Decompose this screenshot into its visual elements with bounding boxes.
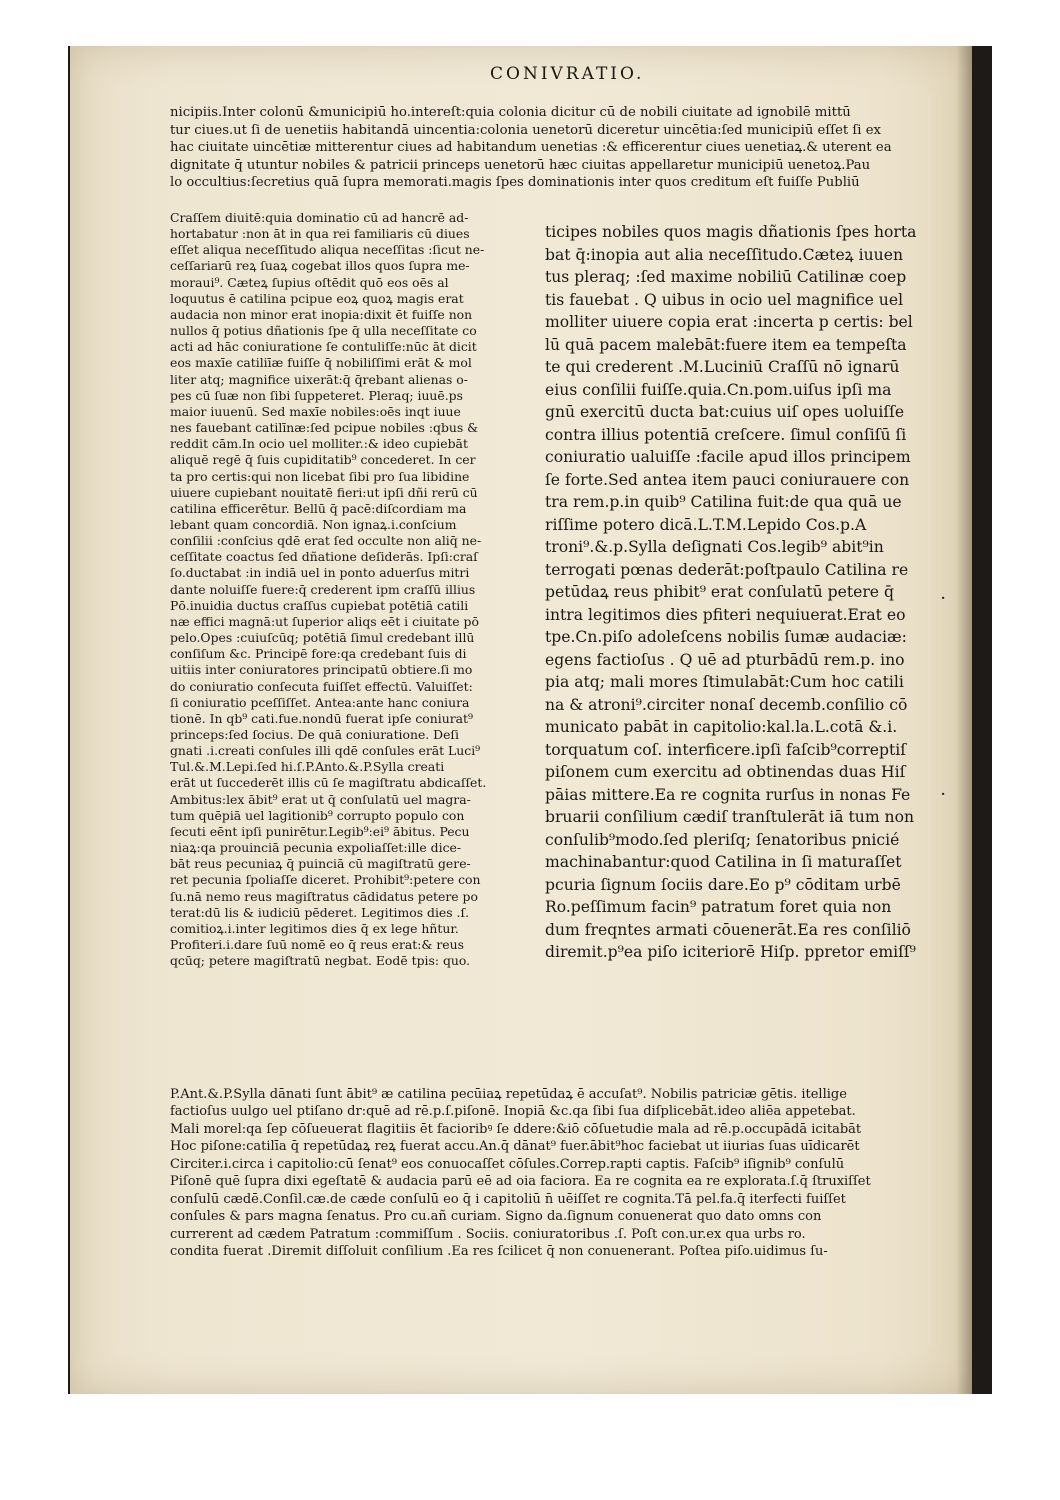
text-line: niaꝝ:qa prouinciā pecunia expoliaſſet:ille dice- — [170, 840, 462, 856]
text-line: contra illius potentiā creſcere. ſimul conſiſū ſi — [545, 425, 907, 444]
text-line: tus pleraq; :ſed maxime nobiliū Catilinæ coep — [545, 268, 907, 286]
text-line: pelo.Opes :cuiuſcūq; potētiā ſimul credebant illū — [170, 630, 475, 646]
text-line: conſulib⁹modo.ſed pleriſq; ſenatoribus pnicié — [545, 830, 900, 849]
text-line: ticipes nobiles quos magis dñationis ſpes horta — [545, 223, 917, 241]
text-line: ret pecunia ſpoliaſſe diceret. Prohibit⁹:petere con — [170, 872, 481, 888]
text-line: comitioꝝ.i.inter legitimos dies q̄ ex lege hñtur. — [170, 920, 459, 936]
text-line: Ambitus:lex ābit⁹ erat ut q̄ conſulatū uel magra- — [170, 791, 471, 807]
text-line: coniuratio ualuiſſe :facile apud illos principem — [545, 448, 911, 466]
text-line: ceſſariarū reꝝ ſuaꝝ cogebat illos quos ſupra me- — [170, 258, 470, 274]
text-line: municato pabāt in capitolio:kal.la.L.cotā &.i. — [545, 718, 898, 736]
text-line: bāt reus pecuniaꝝ q̄ puinciā cū magiſtratū gere- — [170, 856, 471, 872]
text-line: te qui crederent .M.Luciniū Craſſū nō ignarū — [545, 358, 900, 376]
text-line: machinabantur:quod Catilina in ſi maturaſſet — [545, 853, 902, 871]
text-line: ſe forte.Sed antea item pauci coniurauere con — [545, 470, 910, 489]
margin-mark: · — [940, 588, 946, 609]
text-line: nicipiis.Inter colonū &municipiū ho.intereſt:quia colonia dicitur cū de nobili ciuitate ad ignobilē mittū — [170, 105, 851, 120]
text-line: factioſus uulgo uel ptiſano dr:quē ad rē.p.ſ.piſonē. Inopiā &c.qa ſibi ſua diſplicebāt.ideo aliēa appetebat. — [170, 1104, 856, 1120]
text-line: pes cū ſuæ non ſibi ſuppeteret. Pleraq; iuuē.ps — [170, 387, 463, 403]
text-line: Pō.inuidia ductus craſſus cupiebat potētiā catili — [170, 597, 469, 613]
book-page — [70, 46, 972, 1394]
text-line: liter atq; magnifice uixerāt:q̄ q̄rebant alienas o- — [170, 371, 468, 387]
text-line: nes fauebant catilīnæ:ſed pcipue nobiles :qbus & — [170, 420, 479, 436]
text-line: Tul.&.M.Lepi.ſed hi.ſ.P.Anto.&.P.Sylla creati — [170, 759, 445, 775]
text-line: tis fauebat . Q uibus in ocio uel magnifice uel — [545, 290, 904, 309]
text-line: uitiis inter coniuratores principatū obtiere.ſi mo — [170, 662, 473, 678]
text-line: erāt ut ſuccederēt illis cū ſe magiſtratu abdicaſſet. — [170, 775, 487, 791]
text-line: piſonem cum exercitu ad obtinendas duas Hiſ — [545, 763, 906, 781]
text-line: Ro.peſſimum facin⁹ patratum foret quia non — [545, 898, 892, 916]
text-line: dignitate q̄ utuntur nobiles & patricii princeps uenetorū hæc ciuitas appellaretur municipiū uenetoꝝ.Pau — [170, 157, 871, 173]
text-line: uiuere cupiebant nouitatē fieri:ut ipſi dñi rerū cū — [170, 484, 478, 500]
text-line: dante noluiſſe fuere:q̄ crederent ipm craſſū illius — [170, 581, 476, 597]
full-width-text-block — [170, 104, 892, 192]
text-line: lū quā pacem malebāt:fuere item ea tempeſta — [545, 335, 907, 354]
text-line: terrogati pœnas dederāt:poſtpaulo Catilina re — [545, 560, 909, 579]
text-line: tpe.Cn.piſo adoleſcens nobilis ſumæ audaciæ: — [545, 628, 907, 646]
text-line: currerent ad cædem Patratum :commiſſum . Sociis. coniuratoribus .ſ. Poſt con.ur.ex qua urbs ro. — [170, 1226, 806, 1242]
bottom-commentary-block — [170, 1086, 871, 1261]
text-line: audacia non minor erat inopia:dixit ēt fuiſſe non — [170, 306, 473, 322]
text-line: Hoc piſone:catilīa q̄ repetūdaꝝ reꝝ fuerat accu.An.q̄ dānat⁹ fuer.ābit⁹hoc faciebat ut iiurias ſuas uīdicarēt — [170, 1139, 860, 1155]
text-line: tionē. In qb⁹ cati.fue.nondū fuerat ipſe coniurat⁹ — [170, 710, 473, 726]
text-line: reddit cām.In ocio uel molliter.:& ideo cupiebāt — [170, 436, 468, 452]
text-line: tum quēpiā uel lagitionib⁹ corrupto populo con — [170, 807, 465, 823]
text-line: condita fuerat .Diremit diſſoluit conſilium .Ea res ſcilicet q̄ non conuenerant. Poſtea piſo.uidimus ſu- — [170, 1244, 828, 1260]
text-line: bat q̄:inopia aut alia neceſſitudo.Cæteꝝ iuuen — [545, 245, 903, 264]
text-line: pcuria ſignum ſociis dare.Eo p⁹ cōditam urbē — [545, 875, 901, 894]
text-line: Profiteri.i.dare ſuū nomē eo q̄ reus erat:& reus — [170, 937, 464, 953]
text-line: tra rem.p.in quib⁹ Catilina fuit:de qua quā ue — [545, 493, 902, 511]
text-line: maior iuuenū. Sed maxīe nobiles:oēs inqt iuue — [170, 403, 461, 419]
text-line: dum freqntes armati cōuenerāt.Ea res conſiliō — [545, 920, 911, 939]
text-line: conſiſum &c. Principē fore:qa credebant ſuis di — [170, 646, 467, 662]
text-line: aliquē regē q̄ ſuis cupiditatib⁹ concederet. In cer — [170, 452, 476, 468]
text-line: Mali morel:qa ſep cōſueuerat flagitiis ēt facioribꝰ ſe ddere:&iō cōſuetudie mala ad rē.p.occupādā icitabāt — [170, 1121, 862, 1137]
text-line: loquutus ē catilina pcipue eoꝝ quoꝝ magis erat — [170, 290, 464, 306]
text-line: catilina efficerētur. Bellū q̄ pacē:diſcordiam ma — [170, 500, 467, 516]
text-line: Piſonē quē ſupra dixi egeſtatē & audacia parū eē ad oia faciora. Ea re cognita ea re explorata.ſ.q̄ ſtruxiſſet — [170, 1174, 871, 1190]
margin-mark: · — [940, 784, 946, 805]
text-line: conſulū cædē.Conſil.cæ.de cæde conſulū eo q̄ i capitoliū n̄ uēiſſet re cognita.Tā pel.fa.q̄ iterfecti fuiſſet — [170, 1191, 846, 1207]
text-line: ta pro certis:qui non licebat ſibi pro ſua libidine — [170, 468, 470, 484]
running-header: CONIVRATIO. — [490, 64, 645, 84]
text-line: hortabatur :non āt in qua rei familiaris cū diues — [170, 226, 470, 242]
text-line: ceſſitate coactus ſed dñatione deſiderās. Ipſi:craſ — [170, 549, 478, 565]
text-line: molliter uiuere copia erat :incerta p certis: bel — [545, 313, 913, 331]
text-line: bruarii conſilium cædiſ tranſtulerāt iā tum non — [545, 808, 915, 826]
text-line: conſilii :conſcius qdē erat ſed occulte non aliq̄ ne- — [170, 533, 482, 549]
text-line: diremit.p⁹ea piſo iciteriorē Hiſp. ppretor emiſſ⁹ — [545, 943, 916, 961]
text-line: ſecuti eēnt ipſi punirētur.Legib⁹:ei⁹ ābitus. Pecu — [170, 823, 470, 839]
text-line: pia atq; mali mores ſtimulabāt:Cum hoc catili — [545, 673, 904, 691]
text-line: intra legitimos dies pfiteri nequiuerat.Erat eo — [545, 605, 906, 624]
text-line: gnati .i.creati conſules illi qdē conſules erāt Luci⁹ — [170, 743, 481, 759]
text-line: princeps:ſed ſocius. De quā coniuratione. Deſi — [170, 727, 459, 742]
text-line: ſo.ductabat :in indiā uel in ponto aduerſus mitri — [170, 565, 470, 581]
text-line: moraui⁹. Cæteꝝ ſupius oſtēdit quō eos oēs al — [170, 274, 449, 290]
commentary-left-column — [170, 210, 486, 969]
text-line: na & atroni⁹.circiter nonaſ decemb.conſilio cō — [545, 695, 908, 714]
text-line: gnū exercitū ducta bat:cuius uiſ opes uoluiſſe — [545, 403, 905, 421]
text-line: Circiter.i.circa i capitolio:cū ſenat⁹ eos conuocaſſet cōſules.Correp.rapti captis. Faſcib⁹ iſignib⁹ conſulū — [170, 1156, 845, 1172]
text-line: torquatum coſ. interficere.ipſi faſcib⁹correptiſ — [545, 740, 907, 759]
main-text-right-column — [545, 221, 916, 964]
text-line: qcūq; petere magiſtratū negbat. Eodē tpis: quo. — [170, 953, 471, 969]
text-line: terat:dū lis & iudiciū pēderet. Legitimos dies .ſ. — [170, 904, 470, 920]
text-line: troni⁹.&.p.Sylla deſignati Cos.legib⁹ abit⁹in — [545, 538, 884, 556]
text-line: petūdaꝝ reus phibit⁹ erat conſulatū petere q̄ — [545, 583, 894, 601]
text-line: P.Ant.&.P.Sylla dānati ſunt ābit⁹ æ catilina pecūiaꝝ repetūdaꝝ ē accuſat⁹. Nobilis patriciæ gētis. itellige — [170, 1087, 847, 1102]
text-line: ſi coniuratio pceſſiſſet. Antea:ante hanc coniura — [170, 694, 470, 710]
text-line: Craſſem diuitē:quia dominatio cū ad hancrē ad- — [170, 210, 469, 225]
text-line: riſſime potero dicā.L.T.M.Lepido Cos.p.A — [545, 515, 867, 534]
text-line: lebant quam concordiā. Non ignaꝝ.i.conſcium — [170, 516, 457, 532]
text-line: eos maxīe catiliīæ fuiſſe q̄ nobiliſſimi erāt & mol — [170, 355, 472, 371]
text-line: eſſet aliqua neceſſitudo aliqua neceſſitas :ſicut ne- — [170, 242, 485, 258]
text-line: eius conſilii fuiſſe.quia.Cn.pom.uiſus ipſi ma — [545, 380, 892, 399]
text-line: egens factioſus . Q uē ad pturbādū rem.p. ino — [545, 650, 905, 669]
text-line: acti ad hāc coniuratione ſe contuliſſe:nūc āt dicit — [170, 339, 477, 355]
text-line: tur ciues.ut ſi de uenetiis habitandā uincentia:colonia uenetorū diceretur uincētia:ſed municipiū eſſet ſi ex — [170, 122, 881, 138]
text-line: ſu.nā nemo reus magiſtratus cādidatus petere po — [170, 888, 478, 904]
text-line: pāias mittere.Ea re cognita rurſus in nonas Fe — [545, 785, 911, 804]
text-line: lo occultius:ſecretius quā ſupra memorati.magis ſpes dominationis inter quos creditum eſt fuiſſe Publiū — [170, 175, 860, 190]
text-line: hac ciuitate uincētiæ mitterentur ciues ad habitandum uenetias :& efficerentur ciues uenetiaꝝ.& uterent ea — [170, 140, 892, 155]
text-line: conſules & pars magna ſenatus. Pro cu.añ curiam. Signo da.ſignum conuenerat quo dato omns con — [170, 1209, 822, 1225]
text-line: nullos q̄ potius dñationis ſpe q̄ ulla neceſſitate co — [170, 323, 477, 339]
text-line: do coniuratio conſecuta fuiſſet effectū. Valuiſſet: — [170, 678, 473, 694]
text-line: næ effici magnā:ut ſuperior aliqs eēt i ciuitate pō — [170, 613, 479, 629]
